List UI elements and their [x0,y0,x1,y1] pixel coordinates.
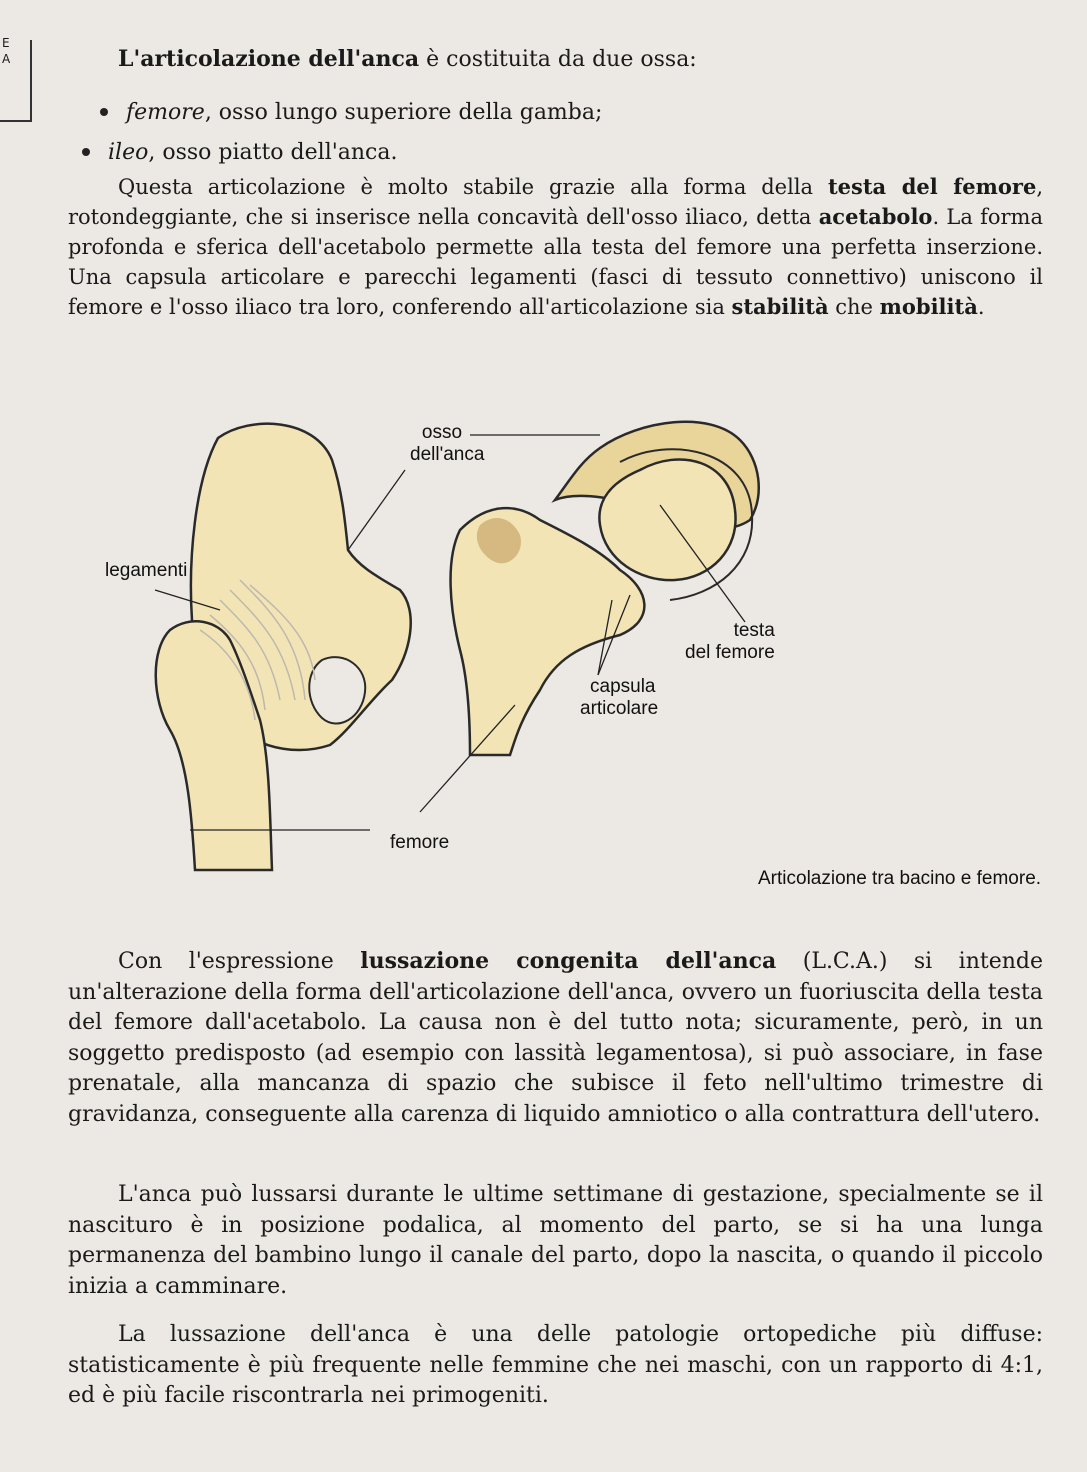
bullet-icon [100,108,108,116]
text-run: , rotondeggiante, che si inserisce nella concavità dell'osso iliaco, detta [68,175,1043,229]
figure-caption: Articolazione tra bacino e femore. [758,868,1042,889]
intro-bold: L'articolazione dell'anca [118,46,420,72]
obturator-foramen [309,657,365,723]
bullet-text: , osso lungo superiore della gamba; [204,99,603,125]
label-capsula-articolare [580,676,658,720]
hip-joint-illustration [100,400,1060,900]
label-line: capsula [590,676,656,697]
text-run: Con l'espressione [118,949,361,974]
bullet-text: , osso piatto dell'anca. [148,139,398,165]
margin-tab [0,36,32,122]
margin-letter-a: A [2,52,11,66]
paragraph-hip-structure [68,172,1043,322]
bullet-term: femore [126,99,205,125]
bullet-term: ileo [108,139,149,165]
bone-list [80,92,602,172]
label-line: articolare [580,698,659,719]
label-line: testa [733,620,775,641]
list-item [100,92,602,132]
bold-term: stabilità [731,294,829,319]
bullet-icon [82,148,90,156]
label-femore: femore [390,832,450,853]
margin-letter-e: E [2,36,10,50]
bold-term: mobilità [879,294,978,319]
paragraph-lca-statistics: La lussazione dell'anca è una delle patologie ortopediche più diffuse: statisticamente è più frequente nelle femmine che nei maschi, con un rapporto di 4:1, ed è più facile riscontrarla nei primogeniti. [68,1322,1043,1408]
bold-term: lussazione congenita dell'anca [360,948,777,974]
intro-rest: è costituita da due ossa: [419,47,697,72]
text-run: . [977,295,985,319]
text-run: Questa articolazione è molto stabile grazie alla forma della [118,175,828,199]
label-testa-del-femore [685,620,775,664]
intro-sentence [118,46,697,72]
text-run: (L.C.A.) si intende un'alterazione della forma dell'articolazione dell'anca, ovvero un fuoriuscita della testa del femore dall'acetabolo. La causa non è del tutto nota; sicuramente, però, in un soggetto predisposto (ad esempio con lassità legamentosa), si può associare, in fase prenatale, alla mancanza di spazio che subisce il feto nell'ultimo trimestre di gravidanza, conseguente alla carenza di liquido amniotico o alla contrattura dell'utero. [68,949,1043,1127]
label-line: dell'anca [410,444,485,465]
text-run: che [828,295,880,319]
label-line: osso [421,422,463,443]
paragraph-lca-definition [68,946,1043,1130]
hip-drawing [100,400,1060,900]
bold-term: testa del femore [827,174,1037,199]
label-legamenti: legamenti [105,560,188,581]
list-item [82,132,602,172]
text-run: . La forma profonda e sferica dell'acetabolo permette alla testa del femore una perfetta inserzione. Una capsula articolare e parecchi legamenti (fasci di tessuto connettivo) uniscono il femore e l'osso iliaco tra loro, conferendo all'articolazione sia [68,205,1043,319]
paragraph-lca-timing: L'anca può lussarsi durante le ultime settimane di gestazione, specialmente se il nascituro è in posizione podalica, al momento del parto, se si ha una lunga permanenza del bambino lungo il canale del parto, dopo la nascita, o quando il piccolo inizia a camminare. [68,1182,1043,1299]
label-osso-dell-anca [410,422,484,466]
bold-term: acetabolo [818,204,933,229]
label-line: del femore [685,642,775,663]
